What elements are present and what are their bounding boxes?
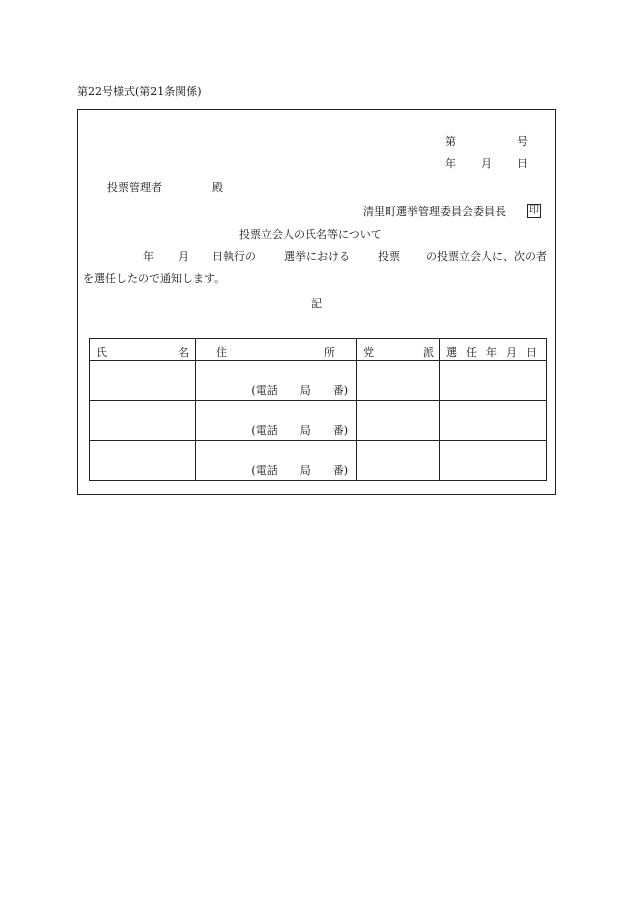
- body-vote: 投票: [378, 250, 400, 263]
- header-name-a: 氏: [96, 346, 107, 359]
- cell-appoint-date: [440, 361, 547, 401]
- body-line2: を選任したので通知します。: [83, 272, 226, 285]
- header-appoint-0: 選: [446, 346, 457, 359]
- date-year: 年: [445, 157, 456, 170]
- cell-address: [196, 441, 357, 481]
- body-year: 年: [143, 250, 154, 263]
- date-day: 日: [517, 157, 528, 170]
- cell-name: [90, 401, 196, 441]
- doc-number-go: 号: [517, 135, 528, 148]
- header-party-a: 党: [363, 346, 374, 359]
- header-party: [357, 339, 440, 361]
- cell-name: [90, 441, 196, 481]
- table-row: [90, 441, 547, 481]
- body-election: 選挙における: [284, 250, 350, 263]
- header-addr-b: 所: [324, 346, 335, 359]
- header-name: [90, 339, 196, 361]
- form-number-header: 第22号様式(第21条関係): [77, 85, 202, 98]
- table-row: [90, 361, 547, 401]
- table-header-row: [90, 339, 547, 361]
- header-appoint-3: 月: [506, 346, 517, 359]
- addressee-name: 投票管理者: [107, 181, 162, 194]
- header-appoint-1: 任: [466, 346, 477, 359]
- tel-label: (電話 局 番): [251, 424, 348, 437]
- cell-appoint-date: [440, 441, 547, 481]
- body-executed: 日執行の: [212, 250, 256, 263]
- cell-address: [196, 401, 357, 441]
- addressee-honorific: 殿: [212, 181, 223, 194]
- header-addr-a: 住: [216, 346, 227, 359]
- body-witness: の投票立会人に、次の者: [426, 250, 547, 263]
- tel-label: (電話 局 番): [251, 384, 348, 397]
- cell-address: [196, 361, 357, 401]
- witness-table: [89, 338, 547, 481]
- table-row: [90, 401, 547, 441]
- header-appoint-2: 年: [486, 346, 497, 359]
- date-month: 月: [481, 157, 492, 170]
- header-appoint-4: 日: [526, 346, 537, 359]
- header-appoint-date: [440, 339, 547, 361]
- seal-mark: 印: [529, 205, 539, 216]
- subject-line: 投票立会人の氏名等について: [239, 228, 382, 241]
- header-address: [196, 339, 357, 361]
- sender-title: 清里町選挙管理委員会委員長: [363, 205, 506, 218]
- cell-name: [90, 361, 196, 401]
- doc-number-dai: 第: [445, 135, 456, 148]
- header-name-b: 名: [178, 346, 189, 359]
- cell-party: [357, 441, 440, 481]
- cell-party: [357, 401, 440, 441]
- ki-mark: 記: [311, 297, 322, 310]
- cell-appoint-date: [440, 401, 547, 441]
- header-party-b: 派: [423, 346, 434, 359]
- tel-label: (電話 局 番): [251, 464, 348, 477]
- cell-party: [357, 361, 440, 401]
- body-month: 月: [178, 250, 189, 263]
